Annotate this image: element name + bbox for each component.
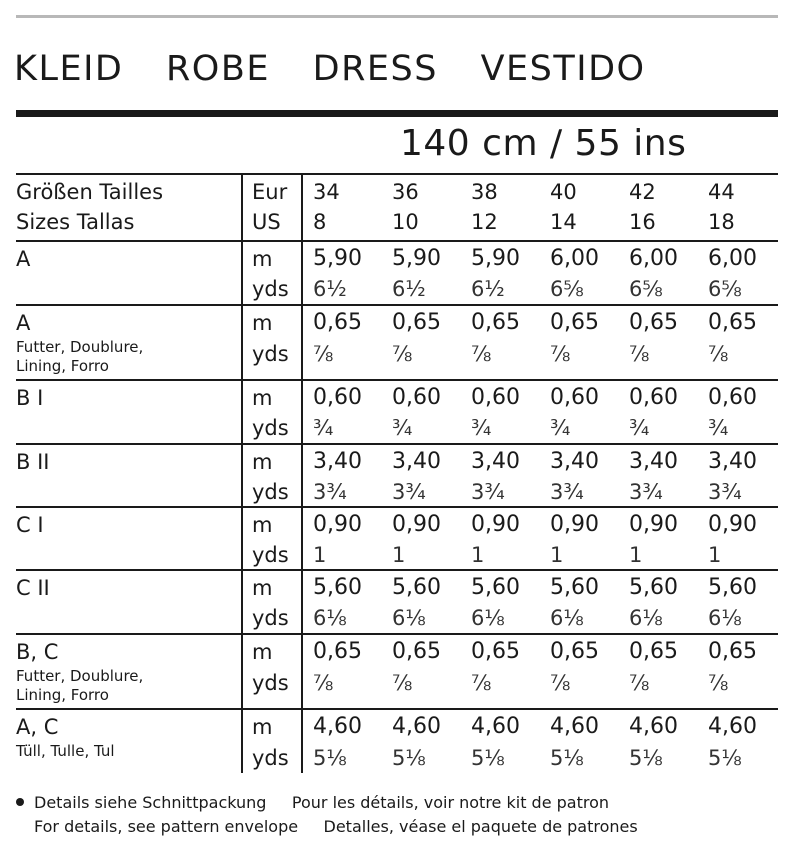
meter-value: 0,65: [471, 310, 520, 335]
unit-yds: yds: [252, 277, 289, 301]
row-divider: [16, 633, 778, 635]
eur-size: 34: [313, 180, 340, 204]
meter-value: 3,40: [708, 449, 757, 474]
row-label: A, C: [16, 715, 59, 739]
yard-value: 1: [708, 543, 722, 567]
meter-value: 0,65: [313, 639, 362, 664]
title-rule: [16, 110, 778, 117]
yard-value: ⅞: [471, 342, 492, 366]
yard-value: ⅞: [471, 671, 492, 695]
unit-yds: yds: [252, 606, 289, 630]
yard-value: ⅞: [550, 671, 571, 695]
row-label: A: [16, 247, 31, 271]
yard-value: ¾: [471, 416, 492, 440]
yard-value: 3¾: [392, 480, 426, 504]
unit-yds: yds: [252, 543, 289, 567]
yard-value: 5⅛: [550, 746, 584, 770]
meter-value: 0,65: [313, 310, 362, 335]
yard-value: 6⅛: [629, 606, 663, 630]
meter-value: 5,60: [550, 575, 599, 600]
row-divider: [16, 379, 778, 381]
yard-value: ¾: [313, 416, 334, 440]
meter-value: 4,60: [313, 714, 362, 739]
meter-value: 6,00: [708, 246, 757, 271]
size-label-line2: Sizes Tallas: [16, 210, 135, 234]
yard-value: 1: [550, 543, 564, 567]
meter-value: 3,40: [629, 449, 678, 474]
meter-value: 6,00: [629, 246, 678, 271]
us-size: 18: [708, 210, 735, 234]
row-label: C II: [16, 576, 50, 600]
yard-value: 6½: [313, 277, 347, 301]
meter-value: 4,60: [550, 714, 599, 739]
unit-m: m: [252, 247, 273, 271]
meter-value: 0,65: [629, 310, 678, 335]
yard-value: 6⅛: [550, 606, 584, 630]
yard-value: 1: [392, 543, 406, 567]
us-size: 12: [471, 210, 498, 234]
meter-value: 5,60: [313, 575, 362, 600]
row-sublabel: Tüll, Tulle, Tul: [16, 742, 115, 760]
meter-value: 0,65: [550, 639, 599, 664]
eur-unit: Eur: [252, 180, 288, 204]
title-word-en: DRESS: [312, 49, 438, 89]
yard-value: ⅞: [629, 671, 650, 695]
unit-m: m: [252, 311, 273, 335]
title-word-fr: ROBE: [165, 49, 270, 89]
row-sublabel: Futter, Doublure,: [16, 338, 144, 356]
yard-value: 1: [313, 543, 327, 567]
meter-value: 0,65: [392, 310, 441, 335]
meter-value: 4,60: [629, 714, 678, 739]
meter-value: 0,65: [629, 639, 678, 664]
unit-yds: yds: [252, 342, 289, 366]
meter-value: 0,90: [708, 512, 757, 537]
meter-value: 0,60: [708, 385, 757, 410]
meter-value: 0,60: [471, 385, 520, 410]
eur-size: 44: [708, 180, 735, 204]
yard-value: ¾: [550, 416, 571, 440]
yard-value: 1: [629, 543, 643, 567]
meter-value: 0,65: [471, 639, 520, 664]
yard-value: ⅞: [708, 671, 729, 695]
meter-value: 5,90: [392, 246, 441, 271]
yard-value: 1: [471, 543, 485, 567]
unit-m: m: [252, 513, 273, 537]
unit-m: m: [252, 715, 273, 739]
meter-value: 5,90: [313, 246, 362, 271]
row-sublabel: Lining, Forro: [16, 357, 109, 375]
meter-value: 5,90: [471, 246, 520, 271]
meter-value: 5,60: [629, 575, 678, 600]
meter-value: 0,90: [392, 512, 441, 537]
yard-value: 5⅛: [392, 746, 426, 770]
meter-value: 0,65: [708, 310, 757, 335]
yard-value: ⅞: [313, 671, 334, 695]
meter-value: 4,60: [471, 714, 520, 739]
yard-value: ⅞: [629, 342, 650, 366]
meter-value: 4,60: [708, 714, 757, 739]
meter-value: 0,90: [629, 512, 678, 537]
fabric-width: 140 cm / 55 ins: [400, 123, 687, 164]
us-size: 14: [550, 210, 577, 234]
yard-value: 6⅛: [392, 606, 426, 630]
row-sublabel: Futter, Doublure,: [16, 667, 144, 685]
us-unit: US: [252, 210, 281, 234]
row-divider: [16, 443, 778, 445]
meter-value: 0,65: [392, 639, 441, 664]
meter-value: 0,90: [313, 512, 362, 537]
yard-value: ¾: [392, 416, 413, 440]
yard-value: ⅞: [708, 342, 729, 366]
yard-value: ⅞: [550, 342, 571, 366]
eur-size: 40: [550, 180, 577, 204]
meter-value: 0,60: [392, 385, 441, 410]
unit-yds: yds: [252, 480, 289, 504]
us-size: 10: [392, 210, 419, 234]
yard-value: 6⅝: [629, 277, 663, 301]
yard-value: 6⅛: [708, 606, 742, 630]
row-divider: [16, 708, 778, 710]
unit-m: m: [252, 386, 273, 410]
meter-value: 0,90: [471, 512, 520, 537]
unit-yds: yds: [252, 416, 289, 440]
eur-size: 42: [629, 180, 656, 204]
unit-m: m: [252, 640, 273, 664]
footer-notes: [16, 791, 638, 839]
meter-value: 0,65: [708, 639, 757, 664]
row-label: B II: [16, 450, 50, 474]
meter-value: 3,40: [550, 449, 599, 474]
meter-value: 0,65: [550, 310, 599, 335]
row-label: B, C: [16, 640, 59, 664]
yard-value: 5⅛: [629, 746, 663, 770]
yard-value: 3¾: [550, 480, 584, 504]
size-label-line1: Größen Tailles: [16, 180, 164, 204]
meter-value: 3,40: [313, 449, 362, 474]
row-sublabel: Lining, Forro: [16, 686, 109, 704]
eur-size: 36: [392, 180, 419, 204]
meter-value: 0,60: [629, 385, 678, 410]
column-divider: [301, 173, 303, 773]
title-word-de: KLEID: [14, 49, 124, 89]
eur-size: 38: [471, 180, 498, 204]
column-divider: [241, 173, 243, 773]
yard-value: ⅞: [392, 342, 413, 366]
yard-value: ⅞: [313, 342, 334, 366]
row-divider: [16, 173, 778, 175]
unit-yds: yds: [252, 671, 289, 695]
yard-value: 3¾: [708, 480, 742, 504]
meter-value: 5,60: [392, 575, 441, 600]
yard-value: ¾: [629, 416, 650, 440]
yard-value: 5⅛: [708, 746, 742, 770]
row-label: B I: [16, 386, 44, 410]
yard-value: 3¾: [471, 480, 505, 504]
meter-value: 3,40: [392, 449, 441, 474]
yard-value: 6⅝: [550, 277, 584, 301]
footer-note-es: Detalles, véase el paquete de patrones: [323, 817, 638, 836]
us-size: 8: [313, 210, 327, 234]
yard-value: 6½: [392, 277, 426, 301]
unit-m: m: [252, 450, 273, 474]
row-divider: [16, 240, 778, 242]
row-label: A: [16, 311, 31, 335]
row-divider: [16, 304, 778, 306]
unit-yds: yds: [252, 746, 289, 770]
footer-note-fr: Pour les détails, voir notre kit de patron: [291, 793, 610, 812]
unit-m: m: [252, 576, 273, 600]
us-size: 16: [629, 210, 656, 234]
row-label: C I: [16, 513, 44, 537]
yard-value: 6⅛: [313, 606, 347, 630]
yard-value: ¾: [708, 416, 729, 440]
row-divider: [16, 569, 778, 571]
meter-value: 3,40: [471, 449, 520, 474]
yard-value: 3¾: [629, 480, 663, 504]
title-word-es: VESTIDO: [480, 49, 646, 89]
yard-value: 6½: [471, 277, 505, 301]
meter-value: 0,60: [550, 385, 599, 410]
yard-value: 6⅛: [471, 606, 505, 630]
yard-value: 5⅛: [471, 746, 505, 770]
page-title: [14, 49, 676, 89]
footer-note-en: For details, see pattern envelope: [34, 817, 299, 836]
yard-value: 3¾: [313, 480, 347, 504]
meter-value: 0,60: [313, 385, 362, 410]
top-rule: [16, 15, 778, 18]
meter-value: 5,60: [708, 575, 757, 600]
yard-value: ⅞: [392, 671, 413, 695]
meter-value: 0,90: [550, 512, 599, 537]
footer-note-de: Details siehe Schnittpackung: [34, 793, 267, 812]
bullet-icon: [16, 798, 24, 806]
meter-value: 6,00: [550, 246, 599, 271]
yard-value: 5⅛: [313, 746, 347, 770]
meter-value: 4,60: [392, 714, 441, 739]
yard-value: 6⅝: [708, 277, 742, 301]
meter-value: 5,60: [471, 575, 520, 600]
row-divider: [16, 506, 778, 508]
